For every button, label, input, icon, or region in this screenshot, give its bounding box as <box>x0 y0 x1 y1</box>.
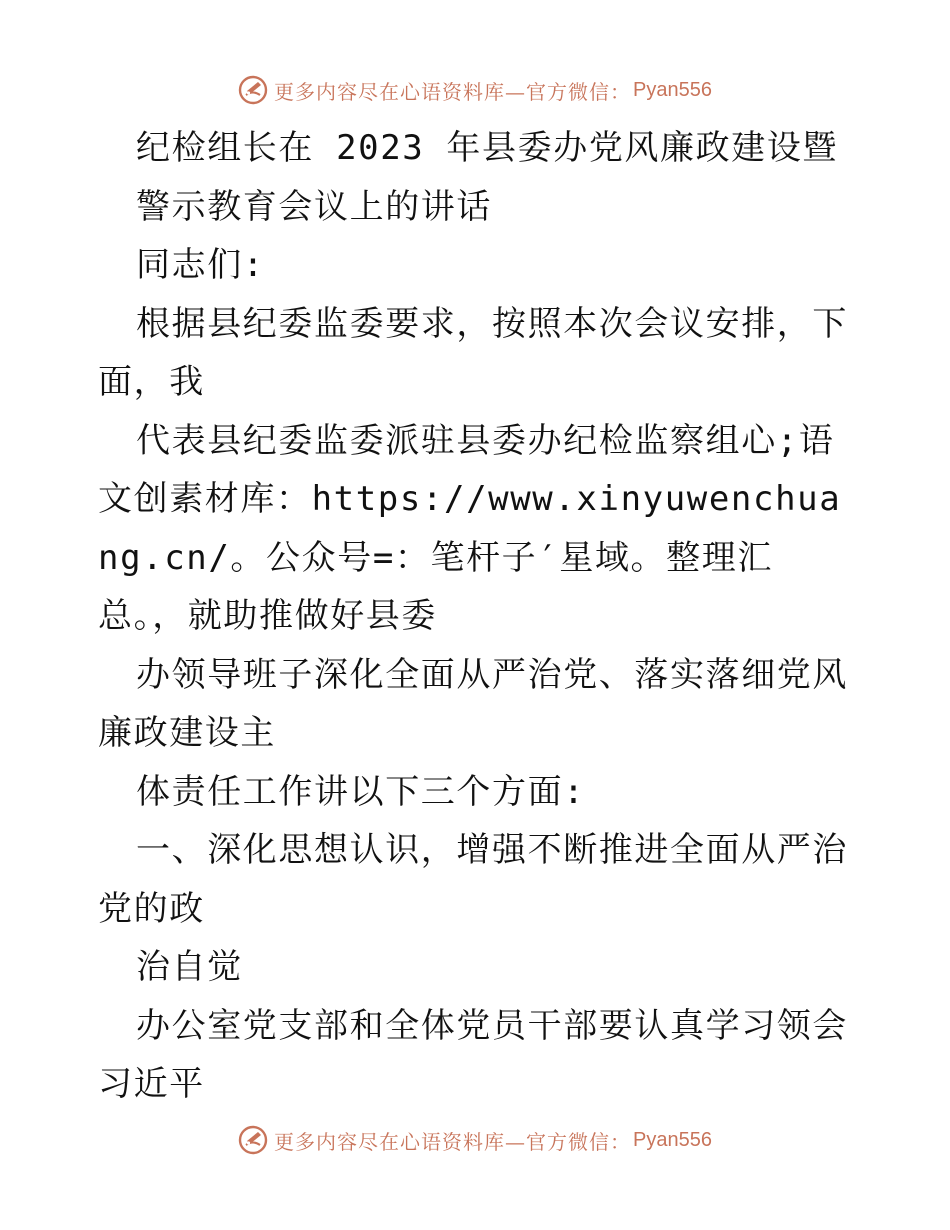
salutation: 同志们: <box>136 245 265 285</box>
paragraph-4: 体责任工作讲以下三个方面: <box>136 771 586 812</box>
banner-account: Pyan556 <box>633 78 712 101</box>
document-body <box>98 119 858 1114</box>
book-pen-logo-icon <box>238 75 268 105</box>
banner-text: 更多内容尽在心语资料库—官方微信： <box>274 1129 632 1154</box>
section-heading-1: 一、深化思想认识，增强不断推进全面从严治党的政 <box>98 830 848 929</box>
book-pen-logo-icon <box>238 1125 268 1155</box>
paragraph-5: 办公室党支部和全体党员干部要认真学习领会习近平 <box>98 1005 848 1104</box>
banner-text: 更多内容尽在心语资料库—官方微信： <box>274 79 632 104</box>
footer-banner <box>0 1120 950 1160</box>
paragraph-3: 办领导班子深化全面从严治党、落实落细党风廉政建设主 <box>98 654 848 753</box>
title-line-1: 纪检组长在 2023 年县委办党风廉政建设暨 <box>136 128 839 168</box>
banner-account: Pyan556 <box>633 1128 712 1151</box>
paragraph-1: 根据县纪委监委要求，按照本次会议安排，下面，我 <box>98 303 848 402</box>
title-line-2: 警示教育会议上的讲话 <box>136 186 492 227</box>
section-heading-1-continued: 治自觉 <box>136 947 243 987</box>
paragraph-2: 代表县纪委监委派驻县委办纪检监察组心;语文创素材库：https://www.xinyuwenchuang.cn/。公众号=：笔杆子′星域。整理汇总。，就助推做好县委 <box>98 420 842 636</box>
header-banner <box>0 70 950 110</box>
